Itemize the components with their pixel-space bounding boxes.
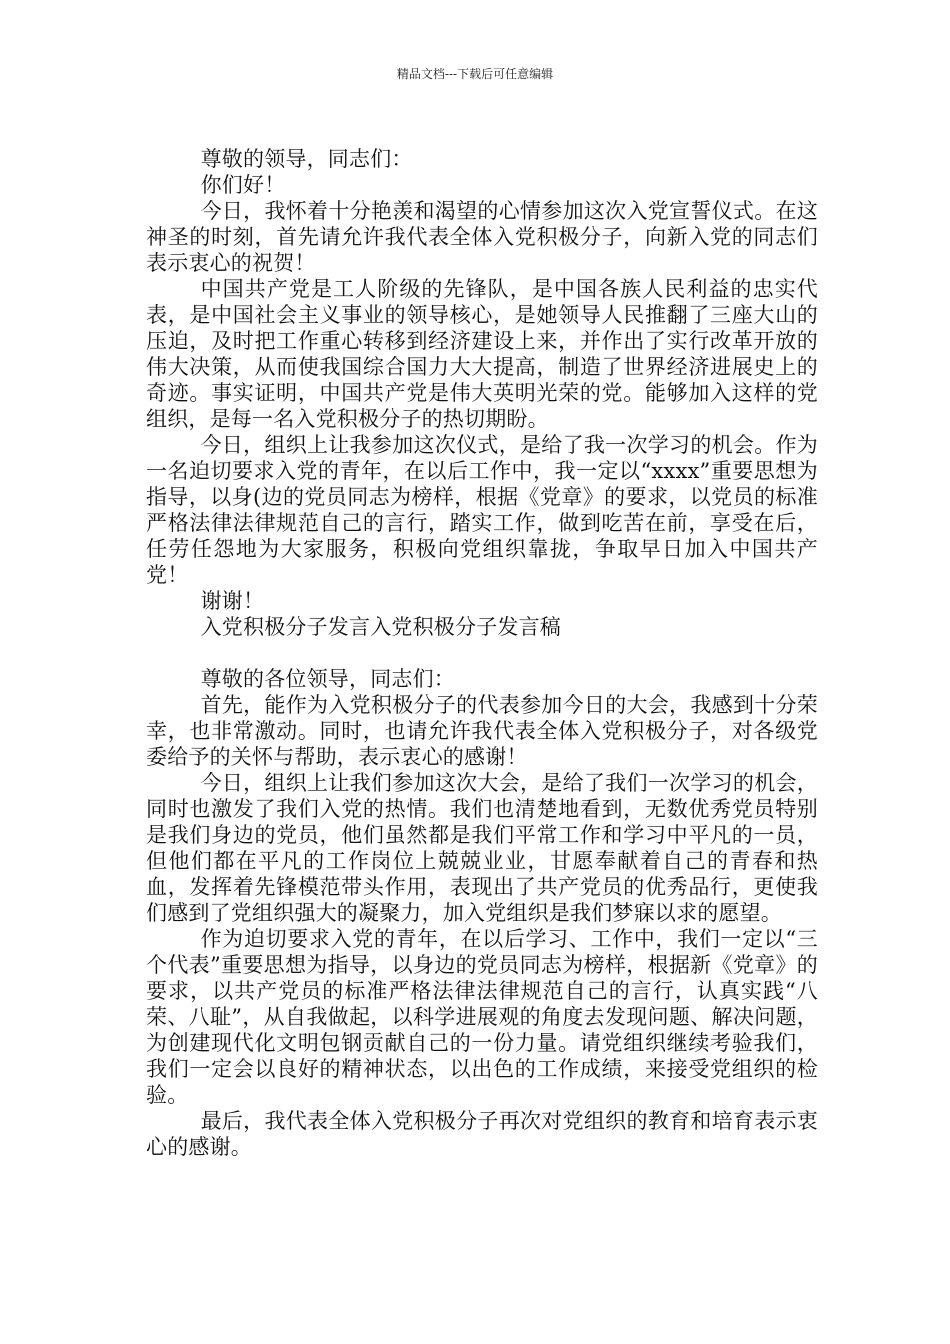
speech2-title: 入党积极分子发言入党积极分子发言稿 [200,615,561,639]
speech2-paragraph-4: 最后，我代表全体入党积极分子再次对党组织的教育和培育表示衷心的感谢。 [146,1109,818,1159]
speech1-hello: 你们好！ [200,173,286,197]
speech2-paragraph-3: 作为迫切要求入党的青年，在以后学习、工作中，我们一定以“三个代表”重要思想为指导，以身边的党员同志为榜样，根据新《党章》的要求，以共产党员的标准严格法律法律规范自己的言行，认真实践“八荣、八耻”，从自我做起，以科学进展观的角度去发现问题、解决问题，为创建现代化文明包钢贡献自己的一份力量。请党组织继续考验我们，我们一定会以良好的精神状态，以出色的工作成绩，来接受党组织的检验。 [146,927,818,1107]
speech2-paragraph-1: 首先，能作为入党积极分子的代表参加今日的大会，我感到十分荣幸，也非常激动。同时，也请允许我代表全体入党积极分子，对各级党委给予的关怀与帮助，表示衷心的感谢！ [146,693,818,769]
speech1-paragraph-1: 今日，我怀着十分艳羡和渴望的心情参加这次入党宣誓仪式。在这神圣的时刻，首先请允许我代表全体入党积极分子，向新入党的同志们表示衷心的祝贺！ [146,199,818,275]
speech2-paragraph-2: 今日，组织上让我们参加这次大会，是给了我们一次学习的机会，同时也激发了我们入党的热情。我们也清楚地看到，无数优秀党员特别是我们身边的党员，他们虽然都是我们平常工作和学习中平凡的一员，但他们都在平凡的工作岗位上兢兢业业，甘愿奉献着自己的青春和热血，发挥着先锋模范带头作用，表现出了共产党员的优秀品行，更使我们感到了党组织强大的凝聚力，加入党组织是我们梦寐以求的愿望。 [146,771,818,925]
blank-line [146,640,818,666]
speech1-paragraph-3: 今日，组织上让我参加这次仪式，是给了我一次学习的机会。作为一名迫切要求入党的青年，在以后工作中，我一定以“xxxx”重要思想为指导，以身(边的党员同志为榜样，根据《党章》的要求，以党员的标准严格法律法律规范自己的言行，踏实工作，做到吃苦在前，享受在后，任劳任怨地为大家服务，积极向党组织靠拢，争取早日加入中国共产党！ [146,433,818,587]
document-body [146,146,818,1160]
speech1-greeting: 尊敬的领导，同志们： [200,147,413,171]
speech1-paragraph-2: 中国共产党是工人阶级的先锋队，是中国各族人民利益的忠实代表，是中国社会主义事业的领导核心，是她领导人民推翻了三座大山的压迫，及时把工作重心转移到经济建设上来，并作出了实行改革开放的伟大决策，从而使我国综合国力大大提高，制造了世界经济进展史上的奇迹。事实证明，中国共产党是伟大英明光荣的党。能够加入这样的党组织，是每一名入党积极分子的热切期盼。 [146,277,818,431]
speech1-thanks: 谢谢！ [200,589,265,613]
speech2-greeting: 尊敬的各位领导，同志们： [200,667,455,691]
page-header: 精品文档---下载后可任意编辑 [396,67,554,81]
